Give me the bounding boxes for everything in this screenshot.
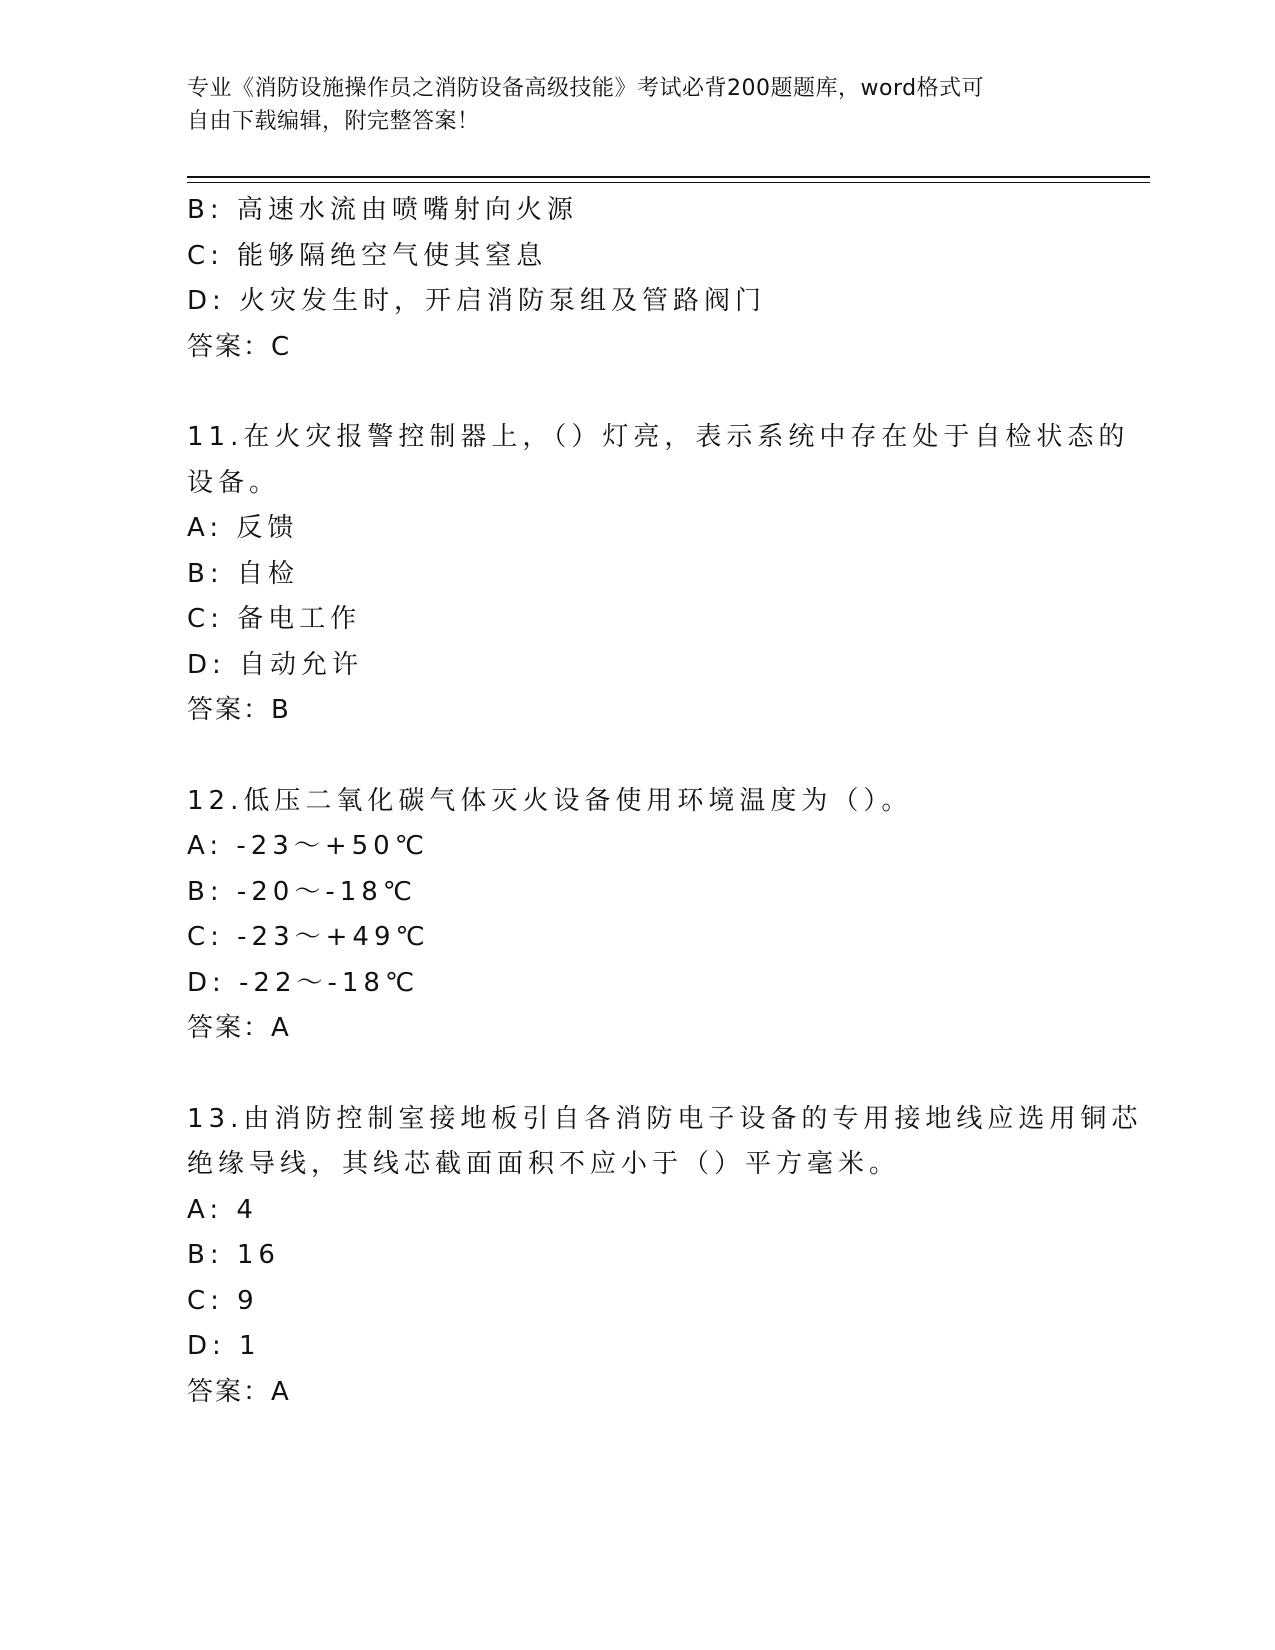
document-header: [187, 72, 1087, 138]
option-b: B: 高速水流由喷嘴射向火源: [187, 195, 578, 225]
question-stem: 12.低压二氧化碳气体灭火设备使用环境温度为（）。: [187, 785, 913, 816]
header-divider-thick: [187, 176, 1150, 178]
option-d: D: -22～-18℃: [187, 967, 420, 998]
answer-line: 答案：B: [187, 695, 291, 725]
question-block-12: [187, 779, 1087, 1052]
option-c: C: 能够隔绝空气使其窒息: [187, 240, 548, 271]
option-d: D: 火灾发生时，开启消防泵组及管路阀门: [187, 286, 767, 316]
answer-line: 答案：A: [187, 1376, 291, 1407]
answer-line: 答案：A: [187, 1013, 291, 1043]
question-stem: 13.由消防控制室接地板引自各消防电子设备的专用接地线应选用铜芯: [187, 1103, 1143, 1134]
option-b: B: 自检: [187, 558, 299, 589]
header-divider-thin: [187, 182, 1150, 183]
question-stem: 11.在火灾报警控制器上，（）灯亮，表示系统中存在处于自检状态的: [187, 422, 1130, 452]
option-b: B: 16: [187, 1240, 280, 1270]
option-a: A: -23～+50℃: [187, 831, 429, 861]
option-a: A: 反馈: [187, 513, 299, 543]
option-d: D: 1: [187, 1331, 261, 1361]
header-title-line-1: 专业《消防设施操作员之消防设备高级技能》考试必背200题题库，word格式可: [187, 76, 985, 101]
question-block-11: [187, 415, 1130, 734]
question-block-13: [187, 1097, 1143, 1416]
option-c: C: 备电工作: [187, 604, 362, 634]
question-stem-continued: 设备。: [187, 467, 281, 498]
header-title-line-2: 自由下载编辑，附完整答案！: [187, 109, 480, 134]
question-stem-continued: 绝缘导线，其线芯截面面积不应小于（）平方毫米。: [187, 1149, 901, 1179]
option-c: C: 9: [187, 1285, 259, 1316]
answer-line: 答案：C: [187, 331, 292, 362]
question-block-previous: [187, 188, 1087, 370]
option-b: B: -20～-18℃: [187, 876, 417, 907]
option-a: A: 4: [187, 1194, 258, 1225]
option-c: C: -23～+49℃: [187, 922, 430, 952]
option-d: D: 自动允许: [187, 649, 364, 680]
question-list: [187, 188, 1143, 1415]
